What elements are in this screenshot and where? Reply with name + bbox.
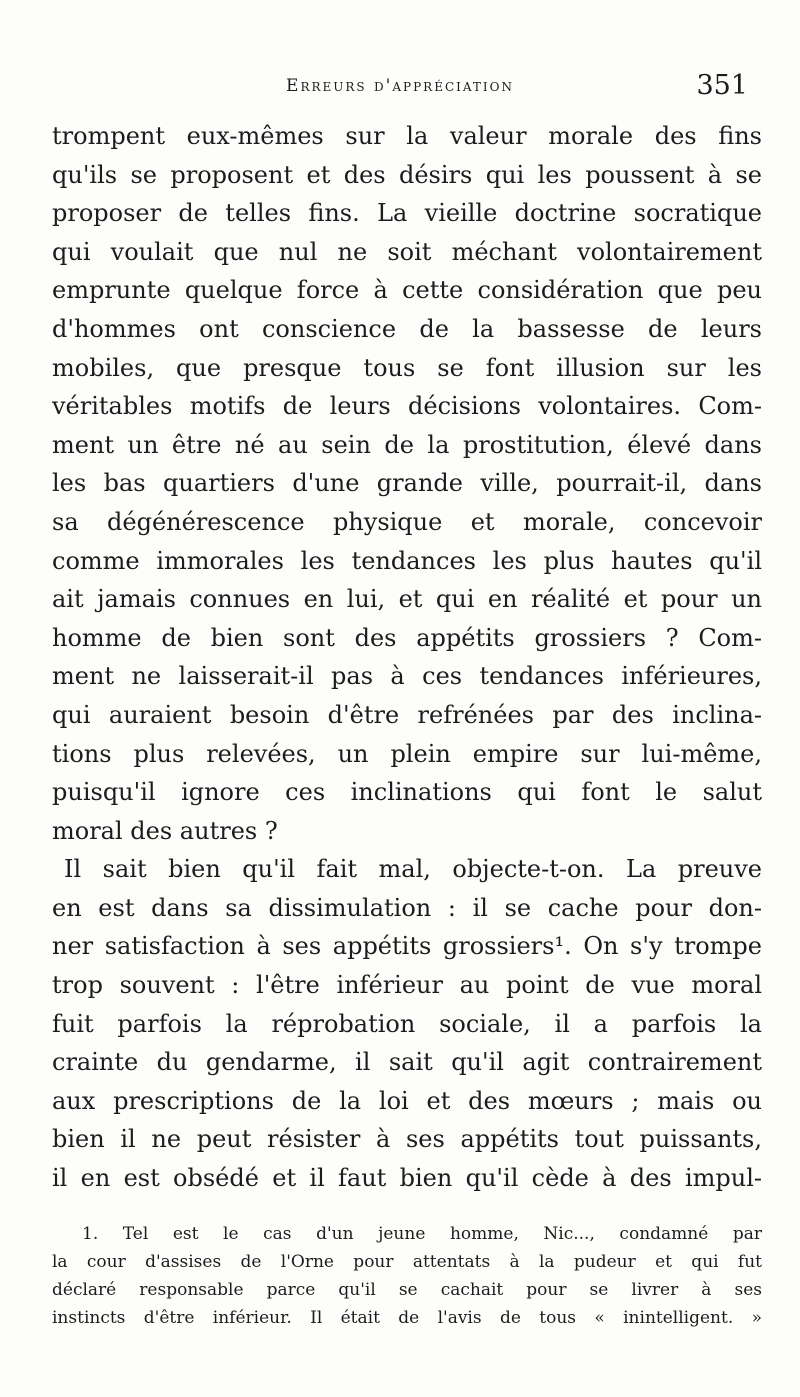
paragraph [52,850,762,1197]
text-line: ner satisfaction à ses appétits grossiers¹. On s'y trompe [52,932,762,961]
body-text [52,117,762,1198]
text-line: aux prescriptions de la loi et des mœurs ; mais ou [52,1086,762,1115]
text-line: puisqu'il ignore ces inclinations qui font le salut [52,778,762,807]
footnote-line: déclaré responsable parce qu'il se cachait pour se livrer à ses [52,1280,762,1300]
text-line: trompent eux-mêmes sur la valeur morale des fins [52,122,762,150]
footnote-line: 1. Tel est le cas d'un jeune homme, Nic..., condamné par [82,1224,762,1244]
text-line: ment ne laisserait-il pas à ces tendances inférieures, [52,662,762,691]
paragraph [52,117,762,850]
text-line: bien il ne peut résister à ses appétits tout puissants, [52,1125,762,1154]
text-line: ait jamais connues en lui, et qui en réalité et pour un [52,585,762,614]
text-line: comme immorales les tendances les plus hautes qu'il [52,546,762,575]
footnote-line: instincts d'être inférieur. Il était de l'avis de tous « inintelligent. » [52,1308,762,1328]
text-line: en est dans sa dissimulation : il se cache pour don- [52,893,762,922]
text-line: il en est obsédé et il faut bien qu'il cède à des impul- [52,1164,762,1193]
text-line: tions plus relevées, un plein empire sur lui-même, [52,739,762,768]
page-header [52,70,748,110]
text-line: Il sait bien qu'il fait mal, objecte-t-on. La preuve [64,855,762,884]
text-line: crainte du gendarme, il sait qu'il agit contrairement [52,1048,762,1077]
running-head: Erreurs d'appréciation [286,76,514,96]
text-line: sa dégénérescence physique et morale, concevoir [52,507,762,536]
footnote-line: la cour d'assises de l'Orne pour attentats à la pudeur et qui fut [52,1252,762,1272]
text-line: trop souvent : l'être inférieur au point de vue moral [52,971,762,1000]
text-line: emprunte quelque force à cette considération que peu [52,276,762,305]
text-line: qui auraient besoin d'être refrénées par des inclina- [52,700,762,729]
text-line: mobiles, que presque tous se font illusion sur les [52,353,762,382]
text-line: véritables motifs de leurs décisions volontaires. Com- [52,392,762,421]
text-line: proposer de telles fins. La vieille doctrine socratique [52,199,762,228]
text-line: fuit parfois la réprobation sociale, il a parfois la [52,1009,762,1038]
footnote [52,1220,762,1332]
text-line: qui voulait que nul ne soit méchant volontairement [52,237,762,266]
text-line: qu'ils se proposent et des désirs qui les poussent à se [52,160,762,189]
page-number: 351 [696,70,748,101]
text-line: homme de bien sont des appétits grossiers ? Com- [52,623,762,652]
text-line: moral des autres ? [52,816,278,845]
text-line: ment un être né au sein de la prostitution, élevé dans [52,430,762,459]
text-line: d'hommes ont conscience de la bassesse de leurs [52,314,762,343]
text-line: les bas quartiers d'une grande ville, pourrait-il, dans [52,469,762,498]
